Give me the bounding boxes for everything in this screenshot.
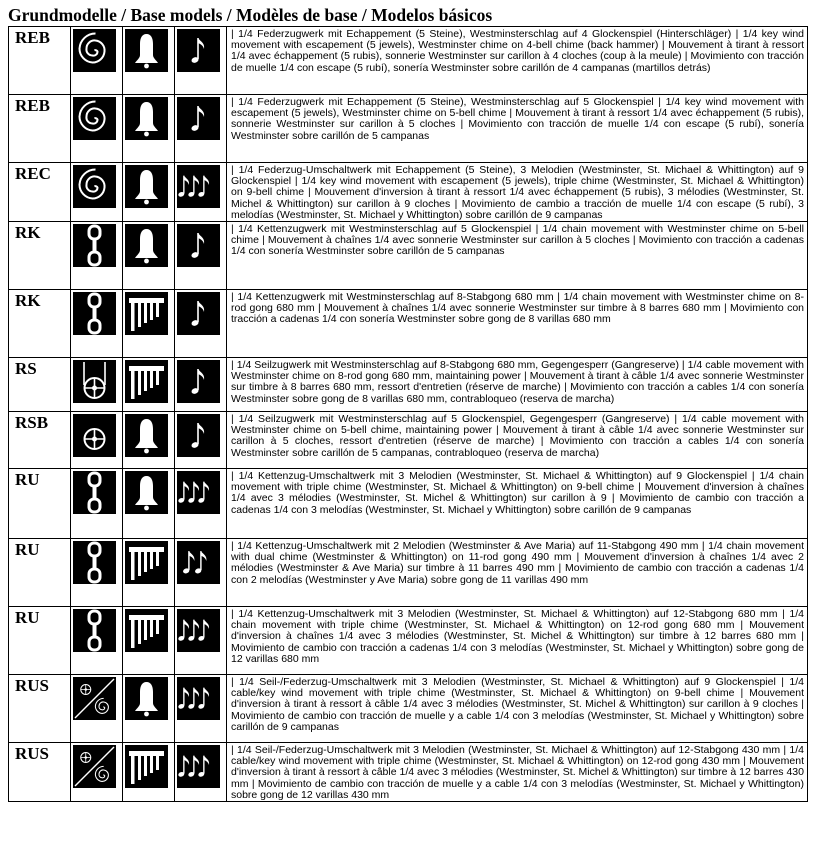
spring-icon: [73, 165, 116, 208]
icon-cell: [175, 358, 227, 412]
icon-cell: [123, 675, 175, 743]
table-row: [9, 27, 808, 95]
icon-cell: [175, 469, 227, 539]
icon-cell: [71, 412, 123, 469]
table-row: [9, 222, 808, 290]
model-code: RK: [9, 222, 71, 290]
note-triple-icon: [177, 609, 220, 652]
table-row: [9, 539, 808, 607]
model-description: | 1/4 Seilzugwerk mit Westminsterschlag auf 5 Glockenspiel, Gegengesperr (Gangreserve) | 1/4 cable movement with Westminster chime on 5-bell chime, maintaining power | Mouvement à tirant à câble 1/4 avec sonnerie Westminster sur carillon à 5 cloches, ressort d'entretien (réserve de marche) | Movimiento con tracción a cables 1/4 con sonería Westminster sobre carillón de 5 campanas, contrabloqueo (reserva de marcha): [227, 412, 808, 469]
icon-cell: [123, 290, 175, 358]
model-code: RK: [9, 290, 71, 358]
base-models-table: [8, 26, 808, 802]
table-row: [9, 469, 808, 539]
note-single-icon: [177, 360, 220, 403]
icon-cell: [123, 469, 175, 539]
icon-cell: [123, 27, 175, 95]
model-description: | 1/4 Seilzugwerk mit Westminsterschlag auf 8-Stabgong 680 mm, Gegengesperr (Gangreserve) | 1/4 cable movement with Westminster chime on 8-rod gong 680 mm, maintaining power | Mouvement à tirant à câble 1/4 avec sonnerie Westminster sur timbre à 8 barres 680 mm, ressort d'entretien (réserve de marche) | Movimiento con tracción a cables 1/4 con sonería Westminster sobre gong de 8 varillas 680 mm, contrabloqueo (reserva de marcha): [227, 358, 808, 412]
gong-rods-icon: [125, 541, 168, 584]
chain-icon: [73, 471, 116, 514]
gong-rods-icon: [125, 360, 168, 403]
icon-cell: [175, 743, 227, 802]
bell-icon: [125, 29, 168, 72]
model-code: REC: [9, 163, 71, 222]
icon-cell: [123, 163, 175, 222]
bell-icon: [125, 677, 168, 720]
model-code: RSB: [9, 412, 71, 469]
gong-rods-icon: [125, 609, 168, 652]
note-single-icon: [177, 29, 220, 72]
spring-icon: [73, 97, 116, 140]
page-title: Grundmodelle / Base models / Modèles de base / Modelos básicos: [8, 5, 493, 25]
bell-icon: [125, 224, 168, 267]
icon-cell: [175, 607, 227, 675]
note-triple-icon: [177, 471, 220, 514]
table-row: [9, 290, 808, 358]
cable-pulley-icon: [73, 360, 116, 403]
bell-icon: [125, 97, 168, 140]
model-description: | 1/4 Kettenzugwerk mit Westminsterschlag auf 8-Stabgong 680 mm | 1/4 chain movement with Westminster chime on 8-rod gong 680 mm | Mouvement à chaînes 1/4 avec sonnerie Westminster sur timbre à 8 barres 680 mm | Movimiento con tracción a cadenas 1/4 con sonería Westminster sobre gong de 8 varillas 680 mm: [227, 290, 808, 358]
model-code: RUS: [9, 675, 71, 743]
note-triple-icon: [177, 677, 220, 720]
bell-icon: [125, 471, 168, 514]
icon-cell: [71, 290, 123, 358]
model-description: | 1/4 Kettenzug-Umschaltwerk mit 2 Melodien (Westminster & Ave Maria) auf 11-Stabgong 490 mm | 1/4 chain movement with dual chime (Westminster & Whittington) on 11-rod gong 490 mm | Mouvement d'inversion à chaînes 1/4 avec 2 mélodies (Westminster & Ave Maria) sur timbre à 11 barres 490 mm | Movimiento de cambio con tracción a cadenas 1/4 con 2 melodías (Westminster y Ave Maria) sobre gong de 11 varillas 490 mm: [227, 539, 808, 607]
icon-cell: [175, 27, 227, 95]
table-row: [9, 675, 808, 743]
note-triple-icon: [177, 745, 220, 788]
table-row: [9, 163, 808, 222]
icon-cell: [71, 163, 123, 222]
model-code: RU: [9, 607, 71, 675]
model-description: | 1/4 Federzugwerk mit Echappement (5 Steine), Westminsterschlag auf 5 Glockenspiel | 1/4 key wind movement with escapement (5 jewels), Westminster chime on 5-bell chime | Mouvement à tirant à ressort 1/4 avec échappement (5 rubis), sonnerie Westminster sur carillon à 5 cloches | Movimiento con tracción de muelle 1/4 con escape (5 rubí), sonería Westminster sobre carillón de 5 campanas: [227, 95, 808, 163]
icon-cell: [123, 358, 175, 412]
spring-icon: [73, 29, 116, 72]
icon-cell: [71, 675, 123, 743]
icon-cell: [71, 607, 123, 675]
icon-cell: [175, 95, 227, 163]
icon-cell: [123, 539, 175, 607]
cable-spring-icon: [73, 745, 116, 788]
bell-icon: [125, 414, 168, 457]
chain-icon: [73, 224, 116, 267]
model-code: RU: [9, 469, 71, 539]
chain-icon: [73, 292, 116, 335]
table-row: [9, 743, 808, 802]
icon-cell: [71, 27, 123, 95]
note-double-icon: [177, 541, 220, 584]
icon-cell: [71, 95, 123, 163]
model-description: | 1/4 Federzugwerk mit Echappement (5 Steine), Westminsterschlag auf 4 Glockenspiel (Hinterschläger) | 1/4 key wind movement with escapement (5 jewels), Westminster chime on 4-bell chime (back hammer) | Mouvement à tirant à ressort 1/4 avec échappement (5 rubis), sonnerie Westminster sur carillon à 4 cloches (coup à la meule) | Movimiento con tracción de muelle 1/4 con escape (5 rubí), sonería Westminster sobre carillón de 4 campanas (martillos detrás): [227, 27, 808, 95]
model-code: RS: [9, 358, 71, 412]
icon-cell: [123, 412, 175, 469]
table-row: [9, 412, 808, 469]
note-single-icon: [177, 414, 220, 457]
note-triple-icon: [177, 165, 220, 208]
model-description: | 1/4 Federzug-Umschaltwerk mit Echappement (5 Steine), 3 Melodien (Westminster, St. Michael & Whittington) auf 9 Glockenspiel | 1/4 key wind movement with escapement (5 jewels), triple chime (Westminster, St. Michael & Whittington) on 9-bell chime | Mouvement d'inversion à tirant à ressort 1/4 avec échappement (5 rubis), 3 mélodies (Westminster, St. Michel & Whittington) sur carillon à 9 cloches | Movimiento de cambio a tracción de muelle 1/4 con escape (5 rubí), 3 melodías (Westminster, St. Michael y Whittington) sobre carillón de 9 campanas: [227, 163, 808, 222]
icon-cell: [71, 358, 123, 412]
icon-cell: [175, 222, 227, 290]
icon-cell: [71, 469, 123, 539]
model-description: | 1/4 Seil-/Federzug-Umschaltwerk mit 3 Melodien (Westminster, St. Michael & Whittington) auf 12-Stabgong 430 mm | 1/4 cable/key wind movement with triple chime (Westminster, St. Michael & Whittington) on 12-rod gong 430 mm | Mouvement d'inversion à tirant à ressort à câble 1/4 avec 3 mélodies (Westminster, St. Michel & Whittington) sur timbre à 12 barres 430 mm | Movimiento de cambio con tracción de muelle y a cable 1/4 con 3 melodías (Westminster, St. Michael y Whittington) sobre gong de 12 varillas 430 mm: [227, 743, 808, 802]
cable-spring-icon: [73, 677, 116, 720]
gong-rods-icon: [125, 745, 168, 788]
note-single-icon: [177, 224, 220, 267]
model-description: | 1/4 Seil-/Federzug-Umschaltwerk mit 3 Melodien (Westminster, St. Michael & Whittington) auf 9 Glockenspiel | 1/4 cable/key wind movement with triple chime (Westminster, St. Michael & Whittington) on 9-bell chime | Mouvement d'inversion à tirant à ressort à câble 1/4 avec 3 mélodies (Westminster, St. Michel & Whittington) sur carillon à 9 cloches | Movimiento de cambio con tracción de muelle y a cable 1/4 con 3 melodías (Westminster, St. Michael y Whittington) sobre carillón de 9 campanas: [227, 675, 808, 743]
icon-cell: [71, 222, 123, 290]
table-row: [9, 95, 808, 163]
icon-cell: [175, 675, 227, 743]
icon-cell: [123, 743, 175, 802]
chain-icon: [73, 541, 116, 584]
pulley-icon: [73, 414, 116, 457]
model-code: REB: [9, 95, 71, 163]
table-row: [9, 358, 808, 412]
chain-icon: [73, 609, 116, 652]
icon-cell: [71, 743, 123, 802]
model-description: | 1/4 Kettenzug-Umschaltwerk mit 3 Melodien (Westminster, St. Michael & Whittington) auf 9 Glockenspiel | 1/4 chain movement with triple chime (Westminster, St. Michael & Whittington) on 9-bell chime | Mouvement d'inversion à chaînes 1/4 avec 3 mélodies (Westminster, St. Michel & Whittington) sur carillon à 9 | Movimiento de cambio con tracción a cadenas 1/4 con 3 melodías (Westminster, St. Michael y Whittington) sobre carillón de 9 campanas: [227, 469, 808, 539]
icon-cell: [175, 290, 227, 358]
model-code: REB: [9, 27, 71, 95]
table-row: [9, 607, 808, 675]
bell-icon: [125, 165, 168, 208]
note-single-icon: [177, 292, 220, 335]
icon-cell: [123, 607, 175, 675]
icon-cell: [123, 95, 175, 163]
icon-cell: [175, 539, 227, 607]
model-description: | 1/4 Kettenzug-Umschaltwerk mit 3 Melodien (Westminster, St. Michael & Whittington) auf 12-Stabgong 680 mm | 1/4 chain movement with triple chime (Westminster, St. Michael & Whittington) on 12-rod gong 680 mm | Mouvement d'inversion à chaînes 1/4 avec 3 mélodies (Westminster, St. Michel & Whittington) sur timbre à 12 barres 680 mm | Movimiento de cambio con tracción a cadenas 1/4 con 3 melodías (Westminster, St. Michael y Whittington) sobre gong de 12 varillas 680 mm: [227, 607, 808, 675]
table-body: [9, 27, 808, 802]
icon-cell: [123, 222, 175, 290]
model-code: RU: [9, 539, 71, 607]
model-description: | 1/4 Kettenzugwerk mit Westminsterschlag auf 5 Glockenspiel | 1/4 chain movement with Westminster chime on 5-bell chime | Mouvement à chaînes 1/4 avec sonnerie Westminster sur carillon à 5 cloches | Movimiento con tracción a cadenas 1/4 con sonería Westminster sobre carillón de 5 campanas: [227, 222, 808, 290]
icon-cell: [175, 163, 227, 222]
note-single-icon: [177, 97, 220, 140]
icon-cell: [71, 539, 123, 607]
model-code: RUS: [9, 743, 71, 802]
icon-cell: [175, 412, 227, 469]
gong-rods-icon: [125, 292, 168, 335]
